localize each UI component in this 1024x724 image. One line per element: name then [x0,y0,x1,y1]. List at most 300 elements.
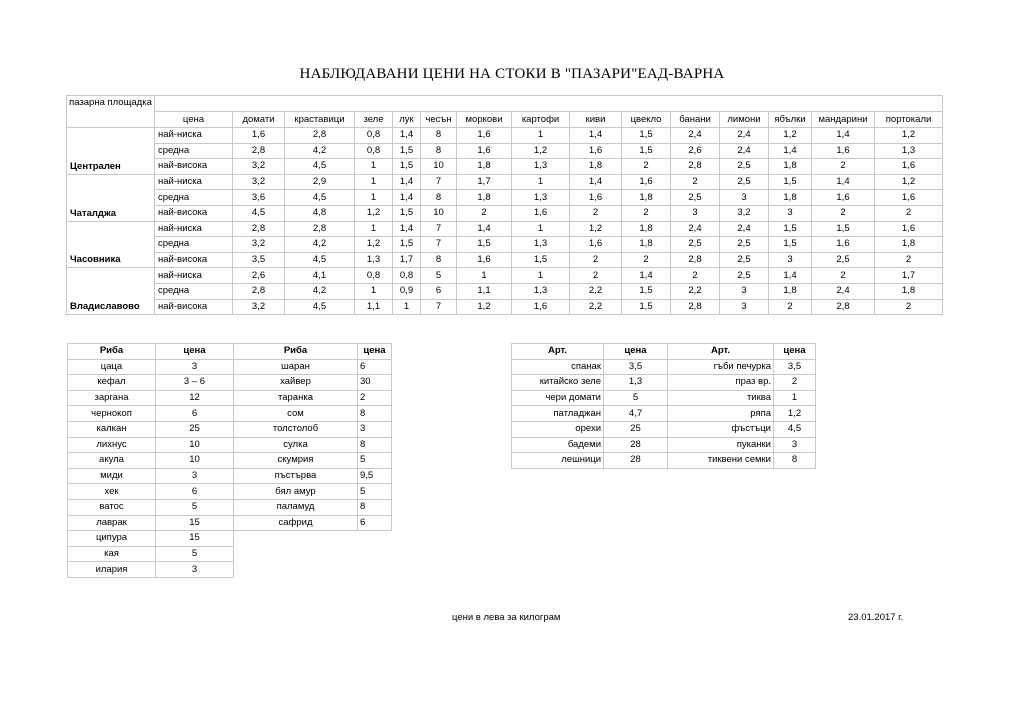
fish-price: 6 [358,359,392,375]
price-cell: 1,4 [812,128,875,144]
goods-column-header: цена [774,344,816,360]
fish-price: 15 [156,531,234,547]
table-row [67,237,943,253]
fish-name: таранка [234,390,358,406]
price-cell: 2,8 [285,128,355,144]
price-cell: 1,6 [512,205,570,221]
price-cell: 1,2 [355,205,393,221]
fish-name: паламуд [234,499,358,515]
table-row [67,252,943,268]
fish-price: 8 [358,499,392,515]
product-header: киви [570,112,622,128]
price-cell: 2,4 [671,221,720,237]
price-cell: 1,6 [457,128,512,144]
fish-price: 6 [156,484,234,500]
table-row [67,299,943,315]
fish-name: скумрия [234,453,358,469]
header-row [512,344,816,360]
fish-table-body [68,344,392,578]
fish-price: 10 [156,453,234,469]
price-cell: 1,5 [622,299,671,315]
market-column-header: пазарна площадка [67,96,155,128]
price-cell: 1 [457,268,512,284]
goods-name: гъби печурка [668,359,774,375]
table-row [67,205,943,221]
product-header: цвекло [622,112,671,128]
price-cell: 1 [512,221,570,237]
table-row [68,531,392,547]
price-cell: 1,1 [355,299,393,315]
fish-price: 9,5 [358,468,392,484]
price-cell: 3 [720,299,769,315]
goods-price: 3,5 [774,359,816,375]
fish-price: 15 [156,515,234,531]
goods-price: 28 [604,453,668,469]
price-cell: 1,8 [875,237,943,253]
price-cell: 8 [421,252,457,268]
table-row [67,221,943,237]
fish-name: кая [68,546,156,562]
price-cell: 1,5 [769,174,812,190]
price-cell: 1,8 [622,221,671,237]
product-header: домати [233,112,285,128]
goods-price: 1,2 [774,406,816,422]
fish-name: хек [68,484,156,500]
goods-price: 4,7 [604,406,668,422]
price-type: най-ниска [155,128,233,144]
price-cell: 3,2 [233,159,285,175]
fish-name: ватос [68,499,156,515]
table-row [67,159,943,175]
goods-name: орехи [512,421,604,437]
price-cell: 1,4 [769,268,812,284]
price-type: най-висока [155,252,233,268]
fish-price: 3 [156,468,234,484]
table-row [67,128,943,144]
product-header: картофи [512,112,570,128]
price-type: най-висока [155,205,233,221]
price-type: средна [155,143,233,159]
fish-name: калкан [68,421,156,437]
price-cell: 3 [769,205,812,221]
price-cell: 2 [570,268,622,284]
price-cell: 2,4 [671,128,720,144]
header-row [67,112,943,128]
price-cell: 2,8 [671,159,720,175]
price-cell: 1,6 [875,159,943,175]
fish-column-header: цена [156,344,234,360]
price-cell: 1 [512,174,570,190]
price-cell: 0,8 [355,143,393,159]
table-row [68,515,392,531]
fish-name: хайвер [234,375,358,391]
product-header: моркови [457,112,512,128]
fish-price: 3 [156,359,234,375]
price-cell: 1,3 [355,252,393,268]
price-cell: 1,8 [769,159,812,175]
table-row [68,437,392,453]
goods-name: патладжан [512,406,604,422]
price-cell: 2,2 [570,283,622,299]
goods-price: 28 [604,437,668,453]
table-row [512,437,816,453]
price-cell: 4,5 [285,159,355,175]
price-type-column-header: цена [155,112,233,128]
price-type: средна [155,283,233,299]
price-cell: 1,8 [570,159,622,175]
goods-price: 1,3 [604,375,668,391]
price-cell: 1,4 [769,143,812,159]
product-header: лук [393,112,421,128]
price-cell: 1,5 [393,205,421,221]
table-row [68,390,392,406]
price-cell: 2 [570,252,622,268]
fish-name: заргана [68,390,156,406]
price-cell: 10 [421,159,457,175]
price-cell: 4,5 [285,190,355,206]
fish-column-header: цена [358,344,392,360]
fish-name: бял амур [234,484,358,500]
price-cell: 0,8 [393,268,421,284]
price-cell: 1,7 [457,174,512,190]
fish-name: пъстърва [234,468,358,484]
fish-price: 5 [156,546,234,562]
price-cell: 1,2 [769,128,812,144]
goods-name: лешници [512,453,604,469]
price-cell: 1,6 [622,174,671,190]
goods-name: тиквени семки [668,453,774,469]
price-cell: 3 [720,190,769,206]
price-cell: 1,5 [393,237,421,253]
price-cell: 10 [421,205,457,221]
price-cell: 1,6 [875,221,943,237]
price-cell: 2,8 [671,252,720,268]
table-row [68,359,392,375]
price-cell: 2,5 [720,159,769,175]
price-cell: 1 [355,190,393,206]
price-cell: 2,4 [812,283,875,299]
price-cell: 2,5 [671,237,720,253]
price-cell: 1,4 [570,174,622,190]
price-cell: 1,8 [622,190,671,206]
price-cell: 0,9 [393,283,421,299]
price-cell: 1,4 [570,128,622,144]
fish-price: 12 [156,390,234,406]
price-cell: 2,8 [233,221,285,237]
table-row [68,546,392,562]
price-cell: 1,6 [457,143,512,159]
fish-name: ципура [68,531,156,547]
price-cell: 3,5 [233,252,285,268]
goods-price: 25 [604,421,668,437]
table-row [512,453,816,469]
product-header: краставици [285,112,355,128]
fish-name: лихнус [68,437,156,453]
price-cell: 1,2 [512,143,570,159]
document-date: 23.01.2017 г. [848,612,904,623]
price-cell: 1,5 [622,128,671,144]
price-cell: 1,3 [512,283,570,299]
goods-price: 3 [774,437,816,453]
product-header: чесън [421,112,457,128]
price-cell: 1,5 [622,143,671,159]
price-cell: 1 [393,299,421,315]
price-cell: 2,9 [285,174,355,190]
table-row [512,390,816,406]
price-cell: 0,8 [355,268,393,284]
table-row [68,375,392,391]
goods-price: 8 [774,453,816,469]
fish-price: 6 [358,515,392,531]
price-cell: 2 [457,205,512,221]
price-cell: 1,2 [457,299,512,315]
price-type: най-висока [155,159,233,175]
market-name: Чаталджа [67,174,155,221]
fish-price: 30 [358,375,392,391]
price-cell: 4,5 [285,299,355,315]
other-goods-table [511,343,816,469]
price-cell: 2,8 [812,299,875,315]
price-cell: 4,8 [285,205,355,221]
price-cell: 8 [421,190,457,206]
price-cell: 3,2 [233,299,285,315]
table-row [68,484,392,500]
goods-name: спанак [512,359,604,375]
price-cell: 1,6 [812,237,875,253]
price-cell: 2,8 [233,283,285,299]
header-spacer [155,96,943,112]
price-cell: 1,6 [570,143,622,159]
fish-name: цаца [68,359,156,375]
price-cell: 1,2 [355,237,393,253]
market-name: Владиславово [67,268,155,315]
price-cell: 1 [355,159,393,175]
price-cell: 1,8 [457,190,512,206]
fish-column-header: Риба [234,344,358,360]
price-cell: 2,4 [720,221,769,237]
price-cell: 1,4 [393,190,421,206]
price-cell: 5 [421,268,457,284]
product-header: лимони [720,112,769,128]
price-cell: 2,6 [233,268,285,284]
fish-name: кефал [68,375,156,391]
price-cell: 1,3 [512,159,570,175]
price-cell: 1,4 [393,174,421,190]
price-type: средна [155,237,233,253]
price-cell: 1,5 [769,221,812,237]
price-cell: 6 [421,283,457,299]
price-cell: 7 [421,299,457,315]
price-cell: 2 [622,252,671,268]
price-cell: 8 [421,128,457,144]
fish-price: 25 [156,421,234,437]
product-header: банани [671,112,720,128]
units-note: цени в лева за килограм [452,612,561,623]
price-cell: 4,2 [285,237,355,253]
price-cell: 1,2 [570,221,622,237]
table-row [68,453,392,469]
price-cell: 3,2 [233,174,285,190]
goods-price: 3,5 [604,359,668,375]
price-cell: 2,5 [720,268,769,284]
price-cell: 1,6 [812,190,875,206]
price-cell: 3,2 [720,205,769,221]
price-cell: 1,7 [393,252,421,268]
price-type: най-висока [155,299,233,315]
header-row [68,344,392,360]
price-cell: 2,2 [570,299,622,315]
fish-price: 5 [156,499,234,515]
price-type: средна [155,190,233,206]
goods-price: 2 [774,375,816,391]
table-row [68,499,392,515]
price-cell: 2,8 [285,221,355,237]
goods-name: чери домати [512,390,604,406]
market-price-table [66,95,943,315]
fish-name: сафрид [234,515,358,531]
price-cell: 1,8 [769,283,812,299]
price-cell: 1,4 [393,221,421,237]
goods-name: бадеми [512,437,604,453]
goods-price: 1 [774,390,816,406]
price-cell: 2 [812,205,875,221]
price-cell: 1,4 [622,268,671,284]
price-cell: 1 [512,128,570,144]
price-cell: 2,8 [671,299,720,315]
price-cell: 7 [421,237,457,253]
goods-name: фъстъци [668,421,774,437]
price-cell: 3 [769,252,812,268]
price-cell: 1,6 [570,190,622,206]
price-cell: 1 [355,221,393,237]
price-cell: 1,5 [512,252,570,268]
fish-name: сулка [234,437,358,453]
goods-price: 4,5 [774,421,816,437]
price-cell: 3 [720,283,769,299]
table-row [68,562,392,578]
goods-name: пуканки [668,437,774,453]
price-cell: 4,2 [285,283,355,299]
price-cell: 1 [512,268,570,284]
goods-name: праз вр. [668,375,774,391]
table-row [67,143,943,159]
price-cell: 7 [421,174,457,190]
price-cell: 1,5 [622,283,671,299]
table-row [68,406,392,422]
fish-price: 3 – 6 [156,375,234,391]
price-cell: 2 [812,159,875,175]
price-cell: 2 [570,205,622,221]
goods-name: китайско зеле [512,375,604,391]
fish-price: 10 [156,437,234,453]
price-cell: 2 [769,299,812,315]
table-row [512,421,816,437]
price-cell: 1,8 [622,237,671,253]
goods-column-header: Арт. [512,344,604,360]
other-table-body [512,344,816,469]
price-cell: 0,8 [355,128,393,144]
price-cell: 1,6 [457,252,512,268]
price-cell: 1,5 [812,221,875,237]
product-header: зеле [355,112,393,128]
price-cell: 2,5 [720,237,769,253]
table-row [512,375,816,391]
price-type: най-ниска [155,221,233,237]
price-cell: 2,6 [671,143,720,159]
price-cell: 1,4 [393,128,421,144]
price-cell: 1,5 [393,159,421,175]
fish-price: 5 [358,484,392,500]
table-row [67,174,943,190]
price-cell: 1,4 [812,174,875,190]
fish-name: акула [68,453,156,469]
product-header: мандарини [812,112,875,128]
price-cell: 1,8 [457,159,512,175]
price-cell: 4,5 [285,252,355,268]
fish-price: 2 [358,390,392,406]
table-row [67,268,943,284]
fish-name: толстолоб [234,421,358,437]
price-cell: 4,2 [285,143,355,159]
price-cell: 2,5 [812,252,875,268]
price-cell: 1,2 [875,174,943,190]
fish-price: 3 [156,562,234,578]
market-name: Часовника [67,221,155,268]
price-cell: 1,8 [769,190,812,206]
fish-price: 3 [358,421,392,437]
goods-name: тиква [668,390,774,406]
fish-price-table [67,343,392,578]
price-cell: 2 [671,174,720,190]
table-row [68,468,392,484]
price-cell: 1,6 [875,190,943,206]
price-cell: 2 [622,159,671,175]
price-cell: 1,3 [875,143,943,159]
fish-price: 8 [358,437,392,453]
price-cell: 4,5 [233,205,285,221]
price-cell: 2,8 [233,143,285,159]
table-row [512,406,816,422]
document-title: НАБЛЮДАВАНИ ЦЕНИ НА СТОКИ В "ПАЗАРИ"ЕАД-ВАРНА [299,66,725,82]
price-cell: 3,6 [233,190,285,206]
price-cell: 1,5 [393,143,421,159]
price-cell: 1,6 [512,299,570,315]
price-cell: 2 [875,299,943,315]
price-cell: 1,4 [457,221,512,237]
header-row [67,96,943,112]
market-name: Централен [67,128,155,175]
goods-name: ряпа [668,406,774,422]
price-table-body [67,96,943,315]
fish-name: илария [68,562,156,578]
price-cell: 1,1 [457,283,512,299]
price-cell: 2,4 [720,143,769,159]
price-cell: 1 [355,174,393,190]
table-row [512,359,816,375]
fish-price: 8 [358,406,392,422]
fish-name: миди [68,468,156,484]
price-cell: 2 [671,268,720,284]
price-cell: 2 [622,205,671,221]
price-cell: 1,6 [233,128,285,144]
price-cell: 1,3 [512,190,570,206]
fish-name: чернокоп [68,406,156,422]
price-cell: 2 [875,252,943,268]
fish-name: лаврак [68,515,156,531]
fish-name: шаран [234,359,358,375]
price-cell: 3,2 [233,237,285,253]
table-row [67,283,943,299]
